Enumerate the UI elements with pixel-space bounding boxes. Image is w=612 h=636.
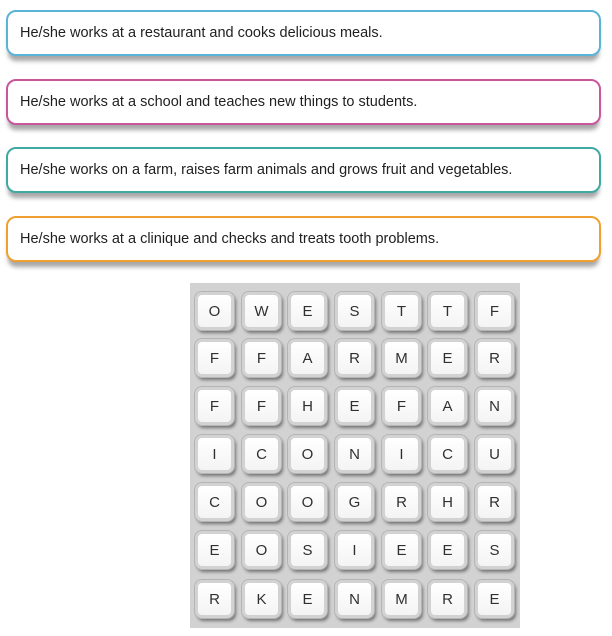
letter-tile[interactable]: F xyxy=(242,387,281,425)
letter-tile[interactable]: O xyxy=(288,435,327,473)
letter-tile[interactable]: A xyxy=(428,387,467,425)
clue-box xyxy=(6,216,601,262)
letter-tile[interactable]: N xyxy=(335,580,374,618)
clue-text: He/she works at a restaurant and cooks delicious meals. xyxy=(20,25,383,41)
letter-tile[interactable]: M xyxy=(382,339,421,377)
letter-tile[interactable]: S xyxy=(475,531,514,569)
letter-tile[interactable]: O xyxy=(288,483,327,521)
letter-tile[interactable]: H xyxy=(288,387,327,425)
letter-tile[interactable]: T xyxy=(382,292,421,330)
letter-tile[interactable]: K xyxy=(242,580,281,618)
letter-tile[interactable]: W xyxy=(242,292,281,330)
letter-tile[interactable]: R xyxy=(475,339,514,377)
letter-tile[interactable]: C xyxy=(428,435,467,473)
clue-box xyxy=(6,10,601,56)
clue-text: He/she works at a school and teaches new things to students. xyxy=(20,94,418,110)
letter-tile[interactable]: E xyxy=(428,531,467,569)
letter-tile[interactable]: E xyxy=(195,531,234,569)
letter-tile[interactable]: E xyxy=(428,339,467,377)
letter-tile[interactable]: F xyxy=(195,387,234,425)
letter-tile[interactable]: A xyxy=(288,339,327,377)
letter-tile[interactable]: O xyxy=(242,531,281,569)
letter-tile[interactable]: F xyxy=(475,292,514,330)
letter-tile[interactable]: U xyxy=(475,435,514,473)
word-search-grid xyxy=(190,283,520,628)
letter-tile[interactable]: O xyxy=(195,292,234,330)
letter-tile[interactable]: I xyxy=(335,531,374,569)
letter-tile[interactable]: C xyxy=(195,483,234,521)
clue-text: He/she works at a clinique and checks and treats tooth problems. xyxy=(20,231,440,247)
letter-tile[interactable]: N xyxy=(335,435,374,473)
letter-tile[interactable]: E xyxy=(288,292,327,330)
letter-tile[interactable]: I xyxy=(382,435,421,473)
letter-tile[interactable]: H xyxy=(428,483,467,521)
letter-tile[interactable]: F xyxy=(195,339,234,377)
letter-tile[interactable]: S xyxy=(288,531,327,569)
letter-tile[interactable]: R xyxy=(428,580,467,618)
letter-tile[interactable]: M xyxy=(382,580,421,618)
letter-tile[interactable]: R xyxy=(335,339,374,377)
letter-tile[interactable]: C xyxy=(242,435,281,473)
letter-tile[interactable]: R xyxy=(382,483,421,521)
letter-tile[interactable]: N xyxy=(475,387,514,425)
letter-tile[interactable]: F xyxy=(242,339,281,377)
letter-tile[interactable]: R xyxy=(195,580,234,618)
letter-tile[interactable]: S xyxy=(335,292,374,330)
letter-tile[interactable]: E xyxy=(288,580,327,618)
clue-box xyxy=(6,147,601,193)
letter-tile[interactable]: T xyxy=(428,292,467,330)
clue-text: He/she works on a farm, raises farm animals and grows fruit and vegetables. xyxy=(20,162,513,178)
letter-tile[interactable]: F xyxy=(382,387,421,425)
letter-tile[interactable]: E xyxy=(382,531,421,569)
letter-tile[interactable]: O xyxy=(242,483,281,521)
letter-tile[interactable]: I xyxy=(195,435,234,473)
letter-tile[interactable]: R xyxy=(475,483,514,521)
letter-tile[interactable]: E xyxy=(475,580,514,618)
letter-tile[interactable]: G xyxy=(335,483,374,521)
letter-tile[interactable]: E xyxy=(335,387,374,425)
clue-box xyxy=(6,79,601,125)
